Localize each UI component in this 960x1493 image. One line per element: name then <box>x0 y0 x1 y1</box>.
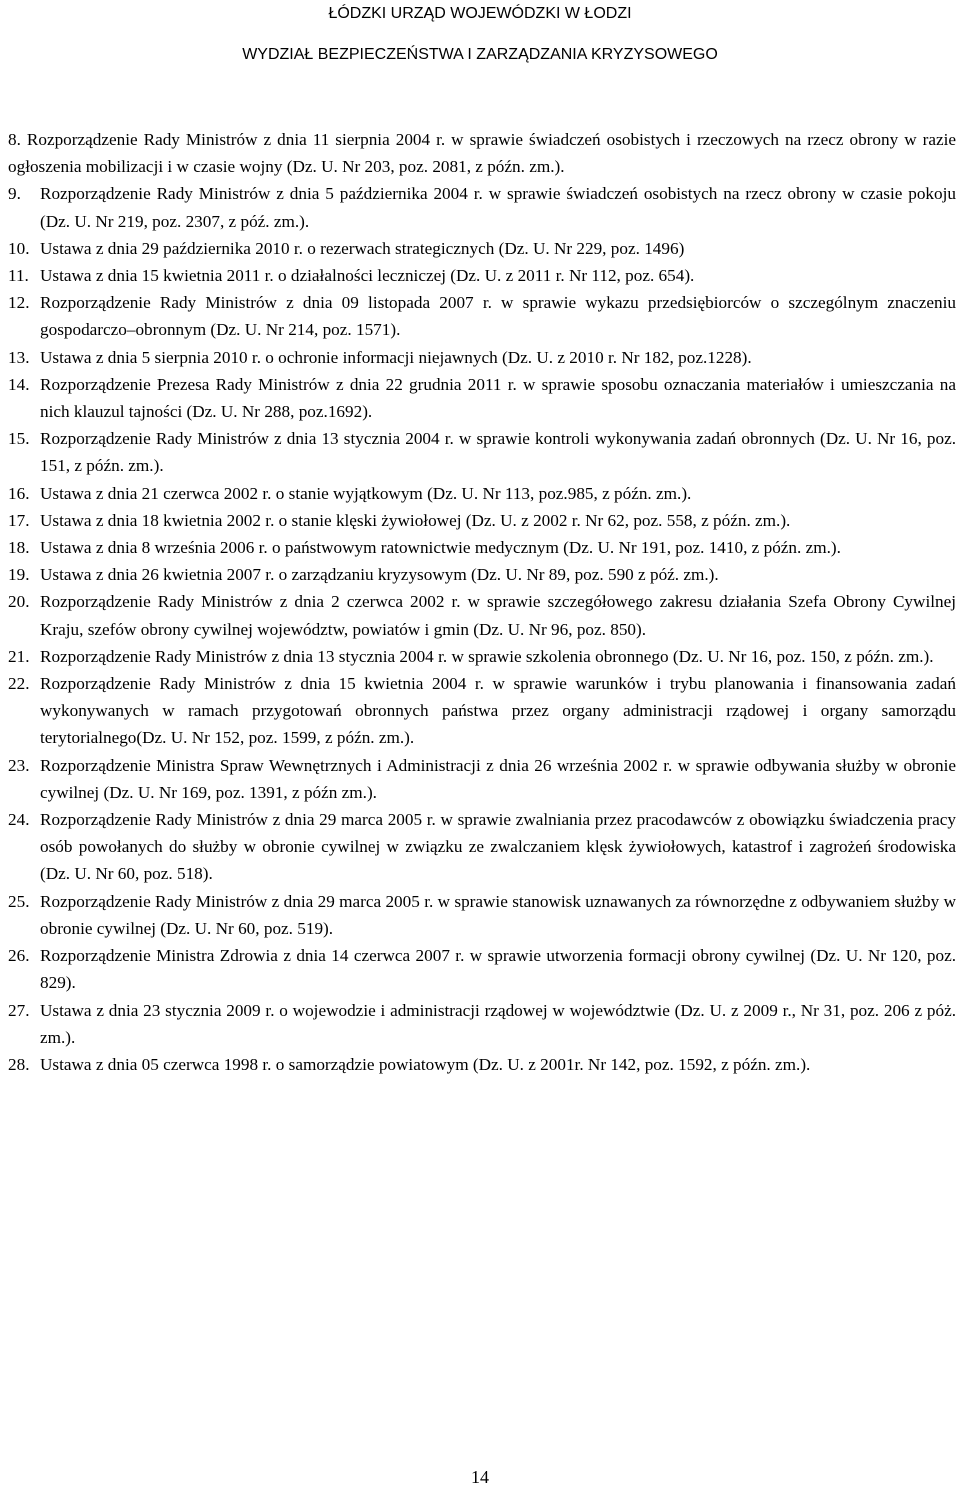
item-text: Ustawa z dnia 26 kwietnia 2007 r. o zarządzaniu kryzysowym (Dz. U. Nr 89, poz. 590 z póź. zm.). <box>40 565 719 585</box>
item-text: Rozporządzenie Rady Ministrów z dnia 29 marca 2005 r. w sprawie stanowisk uznawanych za równorzędne z odbywaniem służby w obronie cywilnej (Dz. U. Nr 60, poz. 519). <box>40 891 956 938</box>
page-number: 14 <box>471 1467 489 1487</box>
list-item <box>8 588 956 642</box>
item-number: 24. <box>8 810 30 830</box>
item-text: Rozporządzenie Rady Ministrów z dnia 13 stycznia 2004 r. w sprawie kontroli wykonywania zadań obronnych (Dz. U. Nr 16, poz. 151, z późn. zm.). <box>40 429 956 476</box>
item-number: 28. <box>8 1054 30 1074</box>
item-number: 12. <box>8 293 30 313</box>
item-number: 17. <box>8 510 30 530</box>
list-item <box>8 643 956 670</box>
item-text: Rozporządzenie Rady Ministrów z dnia 15 kwietnia 2004 r. w sprawie warunków i trybu planowania i finansowania zadań wykonywanych w ramach przygotowań obronnych państwa przez organy administracji rządowej i organy samorządu terytorialnego(Dz. U. Nr 152, poz. 1599, z późn. zm.). <box>40 674 956 748</box>
item-text: Ustawa z dnia 05 czerwca 1998 r. o samorządzie powiatowym (Dz. U. z 2001r. Nr 142, poz. 1592, z późn. zm.). <box>40 1054 811 1074</box>
list-item <box>8 344 956 371</box>
item-number: 9. <box>8 184 21 204</box>
list-item <box>8 480 956 507</box>
item-text: Ustawa z dnia 21 czerwca 2002 r. o stanie wyjątkowym (Dz. U. Nr 113, poz.985, z późn. zm.). <box>40 483 692 503</box>
list-item <box>8 180 956 234</box>
list-item <box>8 534 956 561</box>
item-text: Ustawa z dnia 15 kwietnia 2011 r. o działalności leczniczej (Dz. U. z 2011 r. Nr 112, poz. 654). <box>40 266 695 286</box>
item-text: Rozporządzenie Ministra Spraw Wewnętrznych i Administracji z dnia 26 września 2002 r. w sprawie odbywania służby w obronie cywilnej (Dz. U. Nr 169, poz. 1391, z późn zm.). <box>40 755 956 802</box>
item-number: 21. <box>8 646 30 666</box>
item-text: Ustawa z dnia 18 kwietnia 2002 r. o stanie klęski żywiołowej (Dz. U. z 2002 r. Nr 62, poz. 558, z późn. zm.). <box>40 510 791 530</box>
item-number: 22. <box>8 674 30 694</box>
item-text: Rozporządzenie Rady Ministrów z dnia 13 stycznia 2004 r. w sprawie szkolenia obronnego (Dz. U. Nr 16, poz. 150, z późn. zm.). <box>40 646 934 666</box>
item-number: 19. <box>8 565 30 585</box>
item-number: 16. <box>8 483 30 503</box>
item-text: Rozporządzenie Prezesa Rady Ministrów z dnia 22 grudnia 2011 r. w sprawie sposobu oznaczania materiałów i umieszczania na nich klauzul tajności (Dz. U. Nr 288, poz.1692). <box>40 374 956 422</box>
list-item <box>8 752 956 806</box>
list-item <box>8 262 956 289</box>
item-number: 13. <box>8 347 30 367</box>
item-text: Ustawa z dnia 29 października 2010 r. o rezerwach strategicznych (Dz. U. Nr 229, poz. 1496) <box>40 238 685 258</box>
item-number: 15. <box>8 429 30 449</box>
item-number: 25. <box>8 891 30 911</box>
item-text: Rozporządzenie Ministra Zdrowia z dnia 14 czerwca 2007 r. w sprawie utworzenia formacji obrony cywilnej (Dz. U. Nr 120, poz. 829). <box>40 946 956 993</box>
item-number: 23. <box>8 755 30 775</box>
item-number: 18. <box>8 538 30 558</box>
item-text: 8. Rozporządzenie Rady Ministrów z dnia 11 sierpnia 2004 r. w sprawie świadczeń osobistych i rzeczowych na rzecz obrony w razie ogłoszenia mobilizacji i w czasie wojny (Dz. U. Nr 203, poz. 2081, z późn. zm.). <box>8 130 956 177</box>
list-item <box>8 371 956 425</box>
list-item <box>8 888 956 942</box>
list-item <box>8 942 956 996</box>
header-institution: ŁÓDZKI URZĄD WOJEWÓDZKI W ŁODZI <box>328 5 632 22</box>
list-item <box>8 235 956 262</box>
list-item <box>8 1051 956 1078</box>
list-item <box>8 126 956 180</box>
list-item <box>8 997 956 1051</box>
item-number: 27. <box>8 1000 30 1020</box>
list-item <box>8 561 956 588</box>
item-text: Rozporządzenie Rady Ministrów z dnia 5 października 2004 r. w sprawie świadczeń osobistych na rzecz obrony w czasie pokoju (Dz. U. Nr 219, poz. 2307, z póź. zm.). <box>40 184 956 231</box>
item-text: Rozporządzenie Rady Ministrów z dnia 29 marca 2005 r. w sprawie zwalniania przez pracodawców z obowiązku świadczenia pracy osób powołanych do służby w obronie cywilnej w związku ze zwalczaniem klęsk żywiołowych, katastrof i zagrożeń środowiska (Dz. U. Nr 60, poz. 518). <box>40 810 956 884</box>
header-department: WYDZIAŁ BEZPIECZEŃSTWA I ZARZĄDZANIA KRYZYSOWEGO <box>242 46 718 63</box>
legal-acts-list <box>8 126 956 1078</box>
item-number: 14. <box>8 374 30 394</box>
list-item <box>8 670 956 752</box>
item-number: 11. <box>8 266 29 286</box>
list-item <box>8 425 956 479</box>
list-item <box>8 806 956 888</box>
item-text: Ustawa z dnia 8 września 2006 r. o państwowym ratownictwie medycznym (Dz. U. Nr 191, poz. 1410, z późn. zm.). <box>40 538 841 558</box>
item-text: Rozporządzenie Rady Ministrów z dnia 09 listopada 2007 r. w sprawie wykazu przedsiębiorców o szczególnym znaczeniu gospodarczo–obronnym (Dz. U. Nr 214, poz. 1571). <box>40 293 956 340</box>
list-item <box>8 507 956 534</box>
item-number: 26. <box>8 946 30 966</box>
item-number: 20. <box>8 592 30 612</box>
item-text: Ustawa z dnia 23 stycznia 2009 r. o wojewodzie i administracji rządowej w województwie (Dz. U. z 2009 r., Nr 31, poz. 206 z póż. zm.). <box>40 1000 956 1047</box>
item-text: Rozporządzenie Rady Ministrów z dnia 2 czerwca 2002 r. w sprawie szczegółowego zakresu działania Szefa Obrony Cywilnej Kraju, szefów obrony cywilnej województw, powiatów i gmin (Dz. U. Nr 96, poz. 850). <box>40 592 956 639</box>
list-item <box>8 289 956 343</box>
item-text: Ustawa z dnia 5 sierpnia 2010 r. o ochronie informacji niejawnych (Dz. U. z 2010 r. Nr 182, poz.1228). <box>40 347 752 367</box>
item-number: 10. <box>8 238 30 258</box>
